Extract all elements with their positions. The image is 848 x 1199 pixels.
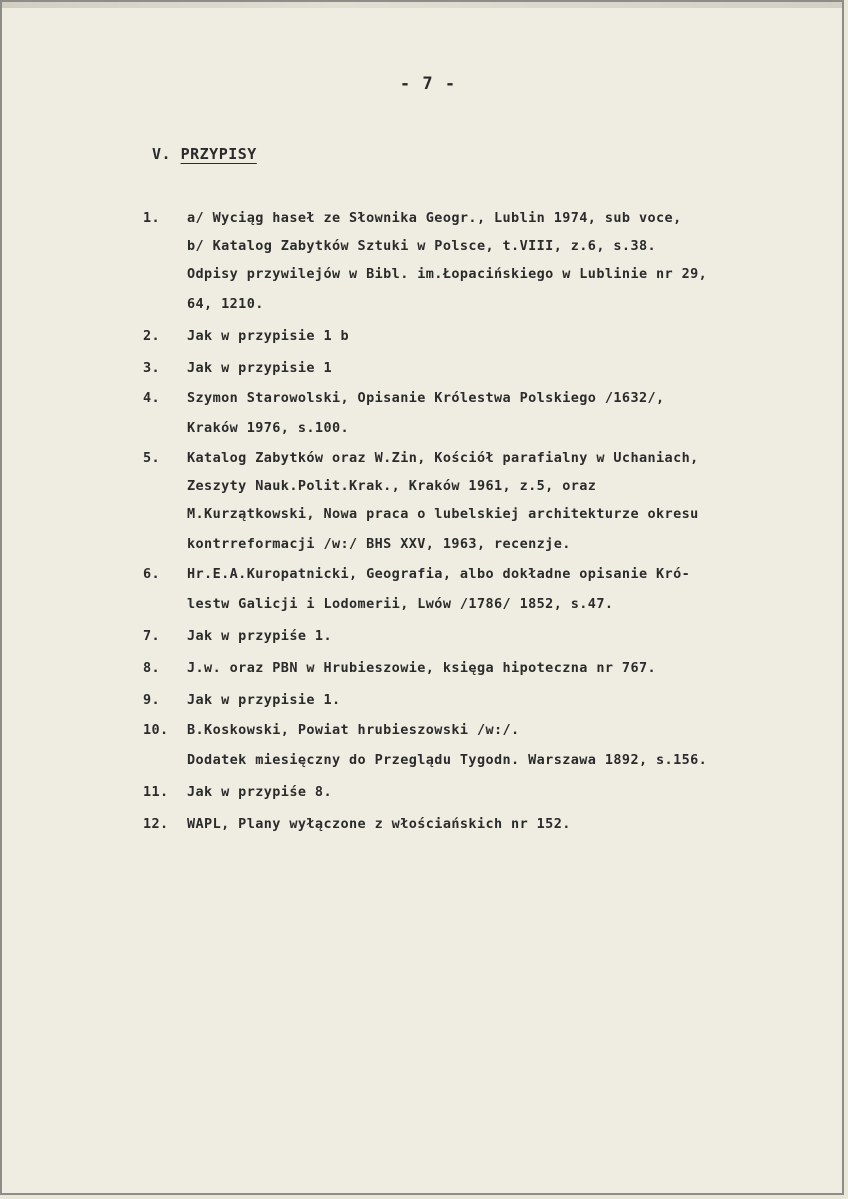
footnote-continuation-line [143,472,812,500]
footnote-text: Katalog Zabytków oraz W.Zin, Kościół parafialny w Uchaniach, [187,450,699,466]
footnote-text: Zeszyty Nauk.Polit.Krak., Kraków 1961, z.5, oraz [187,478,597,494]
footnote-first-line [143,776,812,808]
footnote-continuation-line [143,288,812,320]
footnote-number: 11. [143,784,169,800]
footnote-first-line [143,352,812,384]
footnote-text: Szymon Starowolski, Opisanie Królestwa Polskiego /1632/, [187,390,665,406]
footnote-item [143,620,812,652]
footnote-continuation-line [143,232,812,260]
footnote-continuation-line [143,260,812,288]
footnote-item [143,684,812,716]
footnote-item [143,652,812,684]
footnote-first-line [143,320,812,352]
footnote-text: Dodatek miesięczny do Przeglądu Tygodn. Warszawa 1892, s.156. [187,752,708,768]
footnote-continuation-line [143,588,812,620]
footnote-text: Jak w przypisie 1. [187,692,341,708]
footnotes-list [143,204,812,840]
footnote-text: WAPL, Plany wyłączone z włościańskich nr 152. [187,816,571,832]
footnote-item [143,808,812,840]
footnote-item [143,204,812,320]
footnote-text: kontrreformacji /w:/ BHS XXV, 1963, recenzje. [187,536,571,552]
footnote-text: 64, 1210. [187,296,264,312]
footnote-number: 6. [143,566,161,582]
footnote-first-line [143,620,812,652]
footnote-first-line [143,444,812,472]
footnote-text: Jak w przypiśe 1. [187,628,332,644]
footnote-continuation-line [143,500,812,528]
footnote-text: Jak w przypiśe 8. [187,784,332,800]
section-title: PRZYPISY [180,145,257,163]
footnote-text: B.Koskowski, Powiat hrubieszowski /w:/. [187,722,520,738]
footnote-text: lestw Galicji i Lodomerii, Lwów /1786/ 1852, s.47. [187,596,614,612]
footnote-number: 8. [143,660,161,676]
footnote-continuation-line [143,744,812,776]
footnote-first-line [143,808,812,840]
footnote-text: Jak w przypisie 1 b [187,328,350,344]
footnote-number: 10. [143,722,169,738]
footnote-first-line [143,652,812,684]
footnote-number: 7. [143,628,161,644]
footnote-text: b/ Katalog Zabytków Sztuki w Polsce, t.VIII, z.6, s.38. [187,238,657,254]
footnote-item [143,560,812,620]
footnote-number: 3. [143,360,161,376]
footnote-continuation-line [143,528,812,560]
footnote-item [143,384,812,444]
footnote-text: Jak w przypisie 1 [187,360,332,376]
footnote-text: Hr.E.A.Kuropatnicki, Geografia, albo dokładne opisanie Kró- [187,566,691,582]
footnote-item [143,352,812,384]
page-number: - 7 - [399,74,457,94]
footnote-text: Kraków 1976, s.100. [187,420,350,436]
footnote-item [143,776,812,808]
footnote-first-line [143,204,812,232]
footnote-continuation-line [143,412,812,444]
footnote-first-line [143,384,812,412]
footnote-first-line [143,684,812,716]
footnote-number: 2. [143,328,161,344]
footnote-text: M.Kurzątkowski, Nowa praca o lubelskiej architekturze okresu [187,506,699,522]
footnote-first-line [143,560,812,588]
footnote-item [143,320,812,352]
footnote-number: 12. [143,816,169,832]
section-numeral: V. [152,145,172,163]
footnote-first-line [143,716,812,744]
footnote-text: a/ Wyciąg haseł ze Słownika Geogr., Lublin 1974, sub voce, [187,210,682,226]
footnote-number: 5. [143,450,161,466]
footnote-number: 9. [143,692,161,708]
footnote-text: Odpisy przywilejów w Bibl. im.Łopacińskiego w Lublinie nr 29, [187,266,708,282]
footnote-number: 4. [143,390,161,406]
footnote-item [143,716,812,776]
scan-edge [2,2,842,8]
section-heading [152,145,257,163]
footnote-number: 1. [143,210,161,226]
footnote-text: J.w. oraz PBN w Hrubieszowie, księga hipoteczna nr 767. [187,660,657,676]
footnote-item [143,444,812,560]
